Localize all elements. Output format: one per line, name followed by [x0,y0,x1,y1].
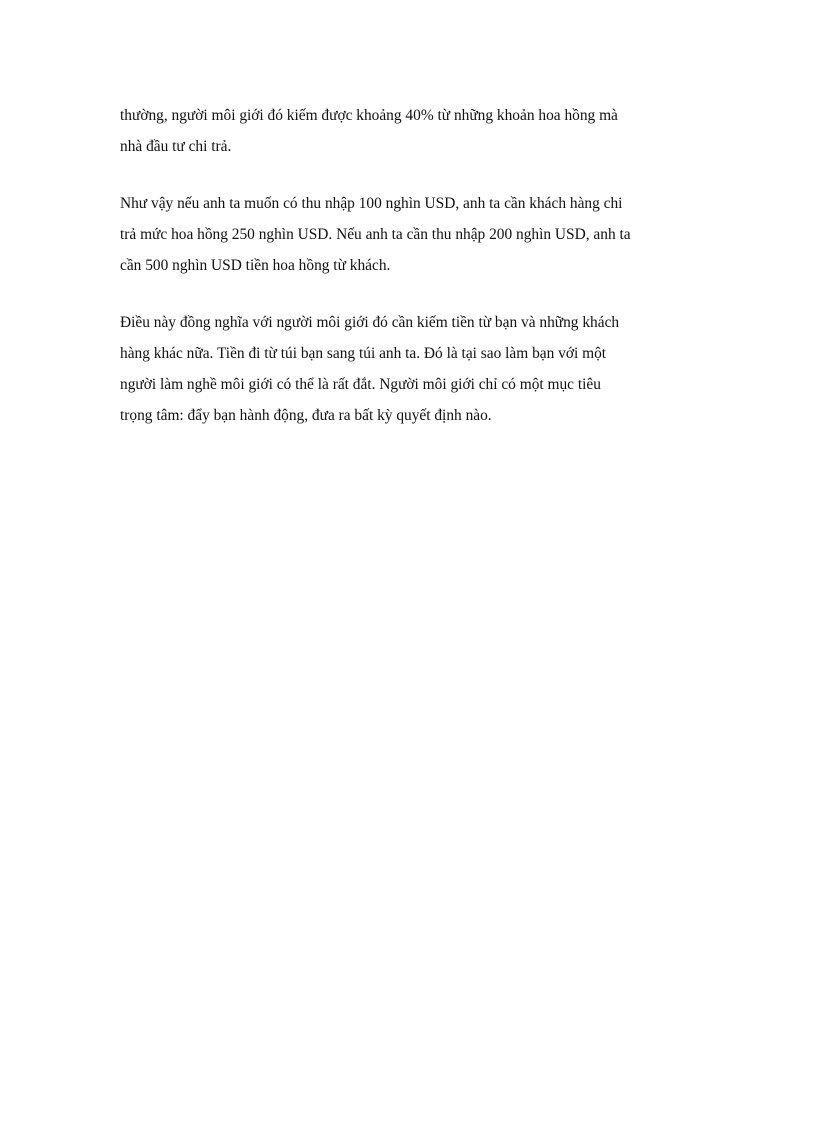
text-line: nhà đầu tư chi trả. [120,138,232,155]
paragraph-1 [120,100,700,162]
paragraph-2 [120,188,700,281]
text-line: Như vậy nếu anh ta muốn có thu nhập 100 nghìn USD, anh ta cần khách hàng chi [120,195,623,212]
text-line: hàng khác nữa. Tiền đi từ túi bạn sang túi anh ta. Đó là tại sao làm bạn với một [120,345,607,362]
document-body [120,100,700,457]
text-line: cần 500 nghìn USD tiền hoa hồng từ khách. [120,257,391,274]
text-line: trọng tâm: đẩy bạn hành động, đưa ra bất kỳ quyết định nào. [120,407,492,424]
text-line: Điều này đồng nghĩa với người môi giới đó cần kiếm tiền từ bạn và những khách [120,314,620,331]
paragraph-3 [120,307,700,431]
text-line: thường, người môi giới đó kiếm được khoảng 40% từ những khoản hoa hồng mà [120,107,618,124]
text-line: trả mức hoa hồng 250 nghìn USD. Nếu anh ta cần thu nhập 200 nghìn USD, anh ta [120,226,631,243]
text-line: người làm nghề môi giới có thể là rất đắt. Người môi giới chỉ có một mục tiêu [120,376,601,393]
